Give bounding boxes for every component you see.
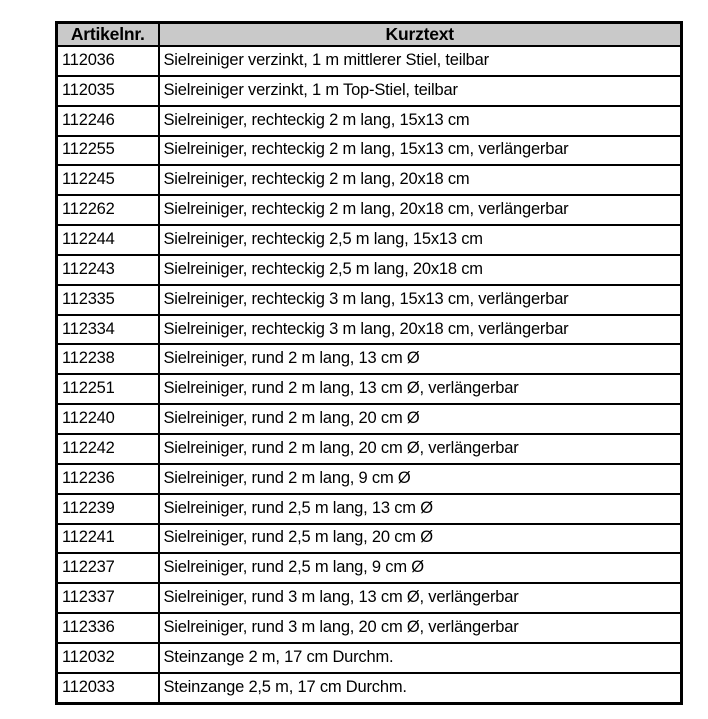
kurztext-cell: Sielreiniger, rechteckig 2,5 m lang, 20x18 cm: [159, 255, 682, 285]
artikelnr-cell: 112239: [57, 494, 159, 524]
column-header-artikelnr: Artikelnr.: [57, 23, 159, 47]
artikelnr-cell: 112243: [57, 255, 159, 285]
table-row: [57, 46, 682, 76]
artikelnr-cell: 112335: [57, 285, 159, 315]
table-row: [57, 225, 682, 255]
artikelnr-cell: 112033: [57, 673, 159, 704]
artikelnr-cell: 112336: [57, 613, 159, 643]
table-row: [57, 553, 682, 583]
table-row: [57, 643, 682, 673]
artikelnr-cell: 112237: [57, 553, 159, 583]
table-row: [57, 285, 682, 315]
artikelnr-cell: 112337: [57, 583, 159, 613]
kurztext-cell: Sielreiniger, rund 3 m lang, 20 cm Ø, verlängerbar: [159, 613, 682, 643]
kurztext-cell: Sielreiniger, rechteckig 3 m lang, 20x18 cm, verlängerbar: [159, 315, 682, 345]
kurztext-cell: Sielreiniger, rund 2 m lang, 9 cm Ø: [159, 464, 682, 494]
table-row: [57, 195, 682, 225]
kurztext-cell: Sielreiniger, rund 2 m lang, 13 cm Ø, verlängerbar: [159, 374, 682, 404]
artikelnr-cell: 112244: [57, 225, 159, 255]
kurztext-cell: Sielreiniger, rechteckig 2 m lang, 20x18 cm: [159, 165, 682, 195]
kurztext-cell: Steinzange 2 m, 17 cm Durchm.: [159, 643, 682, 673]
table-row: [57, 315, 682, 345]
kurztext-cell: Sielreiniger, rund 2,5 m lang, 20 cm Ø: [159, 524, 682, 554]
table-body: [57, 46, 682, 704]
kurztext-cell: Sielreiniger, rechteckig 2 m lang, 15x13 cm, verlängerbar: [159, 136, 682, 166]
artikelnr-cell: 112035: [57, 76, 159, 106]
kurztext-cell: Sielreiniger verzinkt, 1 m Top-Stiel, teilbar: [159, 76, 682, 106]
table-row: [57, 494, 682, 524]
kurztext-cell: Sielreiniger, rechteckig 2,5 m lang, 15x13 cm: [159, 225, 682, 255]
artikelnr-cell: 112334: [57, 315, 159, 345]
artikelnr-cell: 112241: [57, 524, 159, 554]
table-row: [57, 255, 682, 285]
table-row: [57, 76, 682, 106]
artikelnr-cell: 112242: [57, 434, 159, 464]
artikelnr-cell: 112251: [57, 374, 159, 404]
artikelnr-cell: 112032: [57, 643, 159, 673]
article-table: [55, 21, 683, 705]
kurztext-cell: Sielreiniger verzinkt, 1 m mittlerer Stiel, teilbar: [159, 46, 682, 76]
column-header-kurztext: Kurztext: [159, 23, 682, 47]
table-row: [57, 524, 682, 554]
kurztext-cell: Sielreiniger, rund 2,5 m lang, 13 cm Ø: [159, 494, 682, 524]
table-row: [57, 404, 682, 434]
kurztext-cell: Sielreiniger, rund 2,5 m lang, 9 cm Ø: [159, 553, 682, 583]
kurztext-cell: Sielreiniger, rund 2 m lang, 20 cm Ø: [159, 404, 682, 434]
artikelnr-cell: 112236: [57, 464, 159, 494]
kurztext-cell: Sielreiniger, rechteckig 2 m lang, 20x18 cm, verlängerbar: [159, 195, 682, 225]
kurztext-cell: Sielreiniger, rechteckig 2 m lang, 15x13 cm: [159, 106, 682, 136]
table-row: [57, 344, 682, 374]
table-row: [57, 136, 682, 166]
kurztext-cell: Sielreiniger, rund 3 m lang, 13 cm Ø, verlängerbar: [159, 583, 682, 613]
table-row: [57, 165, 682, 195]
header-row: [57, 23, 682, 47]
artikelnr-cell: 112240: [57, 404, 159, 434]
table-row: [57, 374, 682, 404]
table-row: [57, 583, 682, 613]
table-header: [57, 23, 682, 47]
kurztext-cell: Sielreiniger, rechteckig 3 m lang, 15x13 cm, verlängerbar: [159, 285, 682, 315]
table-row: [57, 673, 682, 704]
table-row: [57, 613, 682, 643]
artikelnr-cell: 112036: [57, 46, 159, 76]
artikelnr-cell: 112245: [57, 165, 159, 195]
table-row: [57, 434, 682, 464]
table-row: [57, 464, 682, 494]
artikelnr-cell: 112246: [57, 106, 159, 136]
artikelnr-cell: 112255: [57, 136, 159, 166]
table-row: [57, 106, 682, 136]
kurztext-cell: Sielreiniger, rund 2 m lang, 20 cm Ø, verlängerbar: [159, 434, 682, 464]
kurztext-cell: Sielreiniger, rund 2 m lang, 13 cm Ø: [159, 344, 682, 374]
artikelnr-cell: 112262: [57, 195, 159, 225]
kurztext-cell: Steinzange 2,5 m, 17 cm Durchm.: [159, 673, 682, 704]
artikelnr-cell: 112238: [57, 344, 159, 374]
